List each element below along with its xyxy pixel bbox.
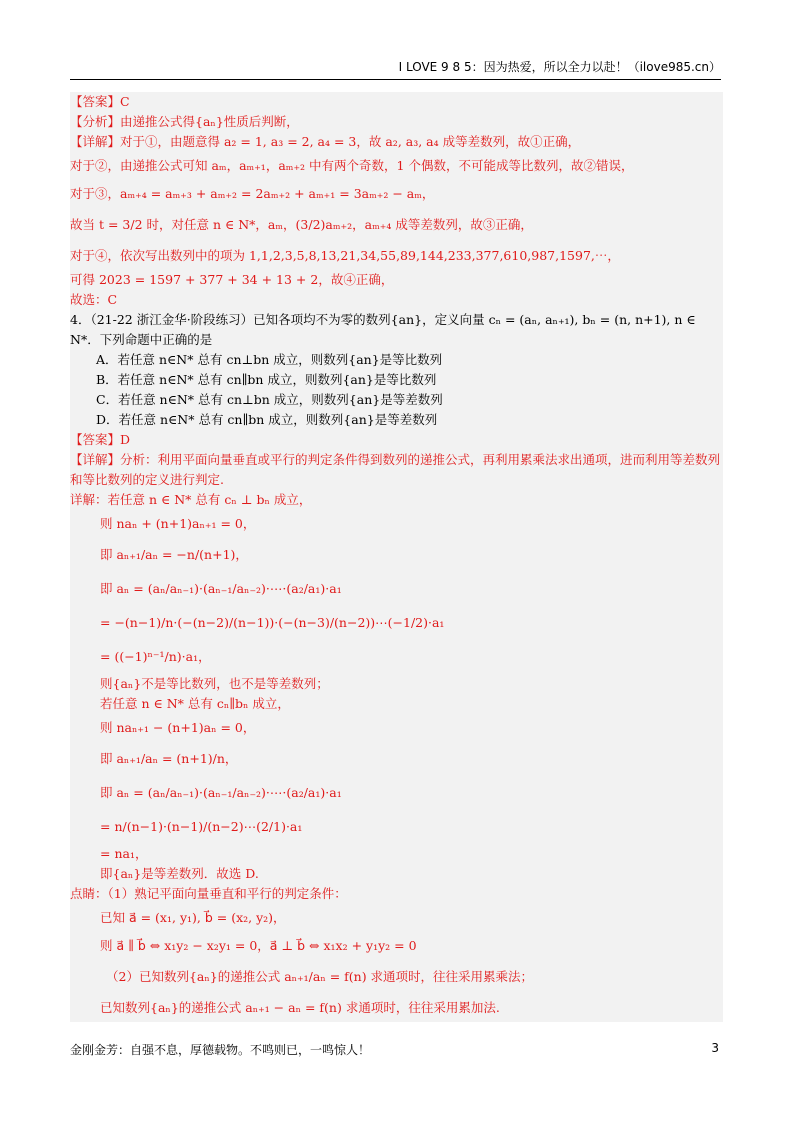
q3-detail-line: 故当 t = 3/2 时，对任意 n ∈ N*，aₘ，(3/2)aₘ₊₂，aₘ₊₄ 成等差数列，故③正确， bbox=[70, 217, 533, 232]
q4-option-d: D．若任意 n∈N* 总有 cn∥bn 成立，则数列{an}是等差数列 bbox=[96, 412, 438, 427]
q4-option-a: A．若任意 n∈N* 总有 cn⊥bn 成立，则数列{an}是等比数列 bbox=[96, 352, 443, 367]
page-number: 3 bbox=[711, 1041, 719, 1055]
q3-detail-line: 对于④，依次写出数列中的项为 1,1,2,3,5,8,13,21,34,55,89,144,233,377,610,987,1597,⋯， bbox=[70, 248, 620, 263]
q4-work-line: = n/(n−1)·(n−1)/(n−2)⋯(2/1)·a₁ bbox=[100, 819, 303, 834]
q4-work-line: 即 aₙ₊₁/aₙ = (n+1)/n， bbox=[100, 751, 238, 766]
q3-detail-line: 【详解】对于①，由题意得 a₂ = 1, a₃ = 2, a₄ = 3，故 a₂, a₃, a₄ 成等差数列，故①正确， bbox=[70, 134, 581, 149]
q4-work-line: 详解：若任意 n ∈ N* 总有 cₙ ⊥ bₙ 成立， bbox=[70, 492, 312, 507]
footer-motto: 金刚金芳：自强不息，厚德载物。不鸣则已，一鸣惊人！ bbox=[70, 1043, 371, 1057]
q4-tip-line: 已知 a⃗ = (x₁, y₁), b⃗ = (x₂, y₂)， bbox=[100, 910, 286, 925]
page-footer bbox=[70, 1041, 719, 1058]
q4-stem: 4．（21-22 浙江金华·阶段练习）已知各项均不为零的数列{an}，定义向量 cₙ = (aₙ, aₙ₊₁), bₙ = (n, n+1), n ∈ N*．下列命题中正确的是 bbox=[70, 312, 696, 347]
q3-detail-line: 对于③，aₘ₊₄ = aₘ₊₃ + aₘ₊₂ = 2aₘ₊₂ + aₘ₊₁ = 3aₘ₊₂ − aₘ， bbox=[70, 186, 435, 201]
q4-work-line: 则 naₙ₊₁ − (n+1)aₙ = 0， bbox=[100, 720, 256, 735]
q3-detail-line: 对于②，由递推公式可知 aₘ，aₘ₊₁，aₘ₊₂ 中有两个奇数，1 个偶数，不可能成等比数列，故②错误， bbox=[70, 158, 634, 173]
q4-tip-line: 则 a⃗ ∥ b⃗ ⇔ x₁y₂ − x₂y₁ = 0，a⃗ ⊥ b⃗ ⇔ x₁x₂ + y₁y₂ = 0 bbox=[100, 938, 417, 953]
q4-option-b: B．若任意 n∈N* 总有 cn∥bn 成立，则数列{an}是等比数列 bbox=[96, 372, 437, 387]
q4-work-line: 则{aₙ}不是等比数列，也不是等差数列； bbox=[100, 676, 329, 691]
q3-answer: 【答案】C bbox=[70, 94, 130, 109]
q4-work-line: = na₁， bbox=[100, 846, 148, 861]
q4-option-c: C．若任意 n∈N* 总有 cn⊥bn 成立，则数列{an}是等差数列 bbox=[96, 392, 443, 407]
q4-work-line: 即 aₙ = (aₙ/aₙ₋₁)·(aₙ₋₁/aₙ₋₂)·⋯·(a₂/a₁)·a₁ bbox=[100, 581, 342, 596]
q4-tip-line: 点睛：（1）熟记平面向量垂直和平行的判定条件： bbox=[70, 886, 347, 901]
q4-work-line: 即 aₙ₊₁/aₙ = −n/(n+1)， bbox=[100, 547, 248, 562]
q3-detail-line: 可得 2023 = 1597 + 377 + 34 + 13 + 2，故④正确， bbox=[70, 272, 394, 287]
q4-work-line: 则 naₙ + (n+1)aₙ₊₁ = 0， bbox=[100, 516, 256, 531]
q3-detail-line: 故选：C bbox=[70, 292, 118, 307]
q4-work-line: = −(n−1)/n·(−(n−2)/(n−1))·(−(n−3)/(n−2))⋯(−1/2)·a₁ bbox=[100, 615, 445, 630]
q4-work-line: = ((−1)ⁿ⁻¹/n)·a₁， bbox=[100, 649, 211, 664]
q4-detail-intro: 【详解】分析：利用平面向量垂直或平行的判定条件得到数列的递推公式，再利用累乘法求出通项，进而利用等差数列和等比数列的定义进行判定. bbox=[70, 452, 721, 487]
q4-work-line: 若任意 n ∈ N* 总有 cₙ∥bₙ 成立， bbox=[100, 696, 290, 711]
q4-answer: 【答案】D bbox=[70, 432, 131, 447]
q3-analysis: 【分析】由递推公式得{aₙ}性质后判断， bbox=[70, 114, 299, 129]
q4-work-line: 即 aₙ = (aₙ/aₙ₋₁)·(aₙ₋₁/aₙ₋₂)·⋯·(a₂/a₁)·a₁ bbox=[100, 785, 342, 800]
q4-tip-line: （2）已知数列{aₙ}的递推公式 aₙ₊₁/aₙ = f(n) 求通项时，往往采用累乘法； bbox=[106, 969, 534, 984]
header-text: I LOVE 9 8 5：因为热爱，所以全力以赴！（ilove985.cn） bbox=[398, 60, 721, 74]
q4-work-line: 即{aₙ}是等差数列．故选 D. bbox=[100, 866, 259, 881]
page-header bbox=[70, 58, 721, 80]
solution-content bbox=[70, 92, 723, 1022]
q4-tip-line: 已知数列{aₙ}的递推公式 aₙ₊₁ − aₙ = f(n) 求通项时，往往采用累加法. bbox=[100, 1000, 500, 1015]
